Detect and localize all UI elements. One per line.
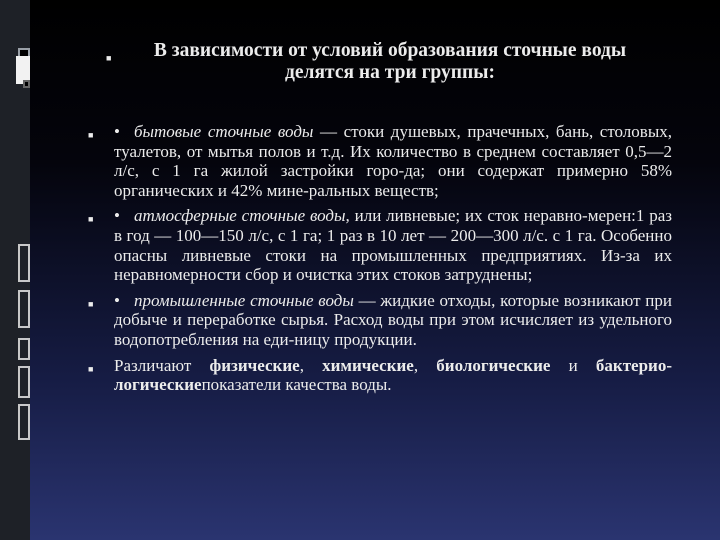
decorative-square-3 [23, 80, 30, 88]
title-line-1: В зависимости от условий образования сточные воды [153, 40, 627, 61]
term-industrial: промышленные сточные воды [133, 290, 354, 310]
decorative-rect-7 [18, 366, 30, 398]
decorative-rect-4 [18, 244, 30, 282]
slide-title [100, 40, 680, 84]
decorative-rect-5 [18, 290, 30, 328]
square-bullet-icon: ■ [88, 214, 94, 225]
term-household: бытовые сточные воды [133, 122, 314, 141]
indicators-text-3: , [413, 355, 437, 375]
list-item-indicators [88, 356, 672, 395]
indicators-text-4: и [550, 355, 596, 375]
item-text-atmospheric: или ливневые; их сток неравно-мерен:1 раз в год — 100—150 л/с, с 1 га; 1 раз в 10 лет — 200—300 л/с. с 1 га. Особенно опасны ливневые стоки на промышленных предприятиях. Из-за их неравномерности сбор и очистка этих стоков затруднены; [114, 206, 672, 285]
term-atmospheric: атмосферные сточные воды, [133, 206, 350, 226]
list-item-industrial [88, 291, 672, 350]
square-bullet-icon: ■ [88, 363, 94, 374]
slide-content [88, 122, 672, 401]
square-bullet-icon: ■ [88, 298, 94, 309]
term-bacteriological: бактерио-логические [114, 355, 673, 395]
indicators-text-1: Различают [114, 355, 210, 375]
decorative-rect-8 [18, 404, 30, 440]
term-biological: биологические [436, 355, 551, 375]
square-bullet-icon: ■ [106, 53, 112, 63]
term-chemical: химические [322, 355, 414, 375]
indicators-text-2: , [299, 355, 323, 375]
list-item-household [88, 122, 672, 200]
inner-dot: • [114, 290, 120, 310]
decorative-rect-6 [18, 338, 30, 360]
inner-dot: • [114, 122, 120, 141]
inner-dot: • [114, 206, 120, 226]
indicators-text-5: показатели качества воды. [201, 375, 392, 395]
item-text-household: — стоки душевых, прачечных, бань, столовых, туалетов, от мытья полов и т.д. Их количество в среднем составляет 0,5—2 л/с, с 1 га жилой застройки горо-да; они содержат примерно 58% органических и 42% мине-ральных веществ; [114, 122, 672, 200]
title-line-2: делятся на три группы: [285, 62, 495, 83]
item-text-industrial: — жидкие отходы, которые возникают при добыче и переработке сырья. Расход воды при этом исчисляет из удельного водопотребления на еди-ницу продукции. [114, 290, 672, 349]
square-bullet-icon: ■ [88, 130, 94, 140]
list-item-atmospheric [88, 206, 672, 284]
term-physical: физические [209, 355, 300, 375]
